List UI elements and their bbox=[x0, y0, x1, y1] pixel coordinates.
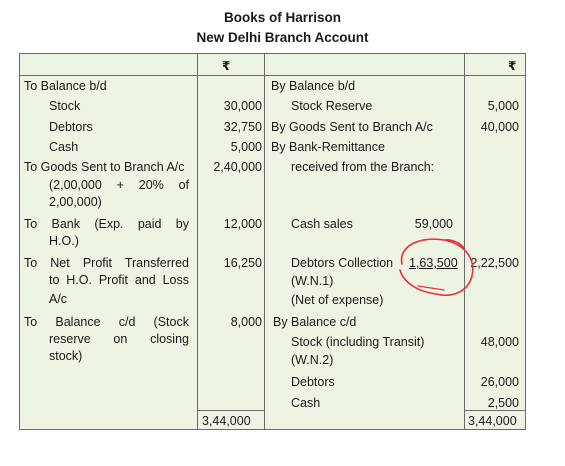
credit-stock-reserve-amount: 5,000 bbox=[487, 99, 519, 113]
credit-wn1: (W.N.1) bbox=[291, 274, 334, 288]
debit-bank-label-cont: H.O.) bbox=[49, 234, 79, 248]
credit-cash-sales-amount: 59,000 bbox=[414, 217, 453, 231]
credit-balance-cd: By Balance c/d bbox=[273, 315, 357, 329]
debit-bank-label: To Bank (Exp. paid by bbox=[24, 217, 189, 231]
debit-balance-cd-amount: 8,000 bbox=[230, 315, 262, 329]
debit-goods-sent-amount: 2,40,000 bbox=[213, 160, 262, 174]
debit-cash-amount: 5,000 bbox=[230, 140, 262, 154]
credit-stock-transit-amount: 48,000 bbox=[480, 335, 519, 349]
account-book-title: Books of Harrison bbox=[223, 10, 342, 25]
credit-debtors-collection-label: Debtors Collection bbox=[291, 256, 394, 270]
debit-stock-label: Stock bbox=[49, 99, 81, 113]
credit-goods-sent-label: By Goods Sent to Branch A/c bbox=[271, 120, 433, 134]
debit-cash-label: Cash bbox=[49, 140, 79, 154]
debit-goods-sent-calc: (2,00,000 + 20% of bbox=[49, 178, 189, 192]
center-divider bbox=[264, 53, 265, 430]
credit-stock-transit-label: Stock (including Transit) bbox=[291, 335, 425, 349]
account-name-title: New Delhi Branch Account bbox=[196, 30, 369, 45]
debit-balance-cd-label: To Balance c/d (Stock bbox=[24, 315, 189, 329]
credit-remittance-label-cont: received from the Branch: bbox=[291, 160, 435, 174]
debit-goods-sent-label: To Goods Sent to Branch A/c bbox=[24, 160, 185, 174]
debit-net-profit-amount: 16,250 bbox=[223, 256, 262, 270]
credit-debtors-label: Debtors bbox=[291, 375, 335, 389]
credit-amount-divider bbox=[464, 53, 465, 430]
debit-total: 3,44,000 bbox=[202, 414, 251, 428]
credit-net-of-expense: (Net of expense) bbox=[291, 293, 384, 307]
debit-rupee-icon: ₹ bbox=[222, 59, 231, 73]
debit-net-profit-label-end: A/c bbox=[49, 292, 68, 306]
debit-net-profit-label-cont: to H.O. Profit and Loss bbox=[49, 273, 189, 287]
credit-debtors-amount: 26,000 bbox=[480, 375, 519, 389]
debit-stock-amount: 30,000 bbox=[223, 99, 262, 113]
debit-amount-divider bbox=[197, 53, 198, 430]
debit-debtors-label: Debtors bbox=[49, 120, 93, 134]
debit-net-profit-label: To Net Profit Transferred bbox=[24, 256, 189, 270]
credit-cash-sales-label: Cash sales bbox=[291, 217, 353, 231]
debit-goods-sent-calc-end: 2,00,000) bbox=[49, 195, 102, 209]
debit-balance-cd-label-cont: reserve on closing bbox=[49, 332, 189, 346]
credit-balance-bd: By Balance b/d bbox=[271, 79, 356, 93]
header-divider bbox=[19, 75, 526, 76]
credit-rupee-icon: ₹ bbox=[508, 59, 517, 73]
credit-goods-sent-amount: 40,000 bbox=[480, 120, 519, 134]
debit-balance-bd: To Balance b/d bbox=[24, 79, 107, 93]
debit-balance-cd-label-end: stock) bbox=[49, 349, 83, 363]
credit-debtors-collection-amount: 1,63,500 bbox=[409, 256, 458, 270]
credit-remittance-total: 2,22,500 bbox=[470, 256, 519, 270]
credit-remittance-label: By Bank-Remittance bbox=[271, 140, 385, 154]
credit-wn2: (W.N.2) bbox=[291, 353, 334, 367]
credit-total: 3,44,000 bbox=[468, 414, 517, 428]
debit-bank-amount: 12,000 bbox=[223, 217, 262, 231]
credit-cash-label: Cash bbox=[291, 396, 321, 410]
credit-cash-amount: 2,500 bbox=[487, 396, 519, 410]
ledger-table bbox=[19, 53, 526, 430]
debit-debtors-amount: 32,750 bbox=[223, 120, 262, 134]
credit-stock-reserve-label: Stock Reserve bbox=[291, 99, 373, 113]
